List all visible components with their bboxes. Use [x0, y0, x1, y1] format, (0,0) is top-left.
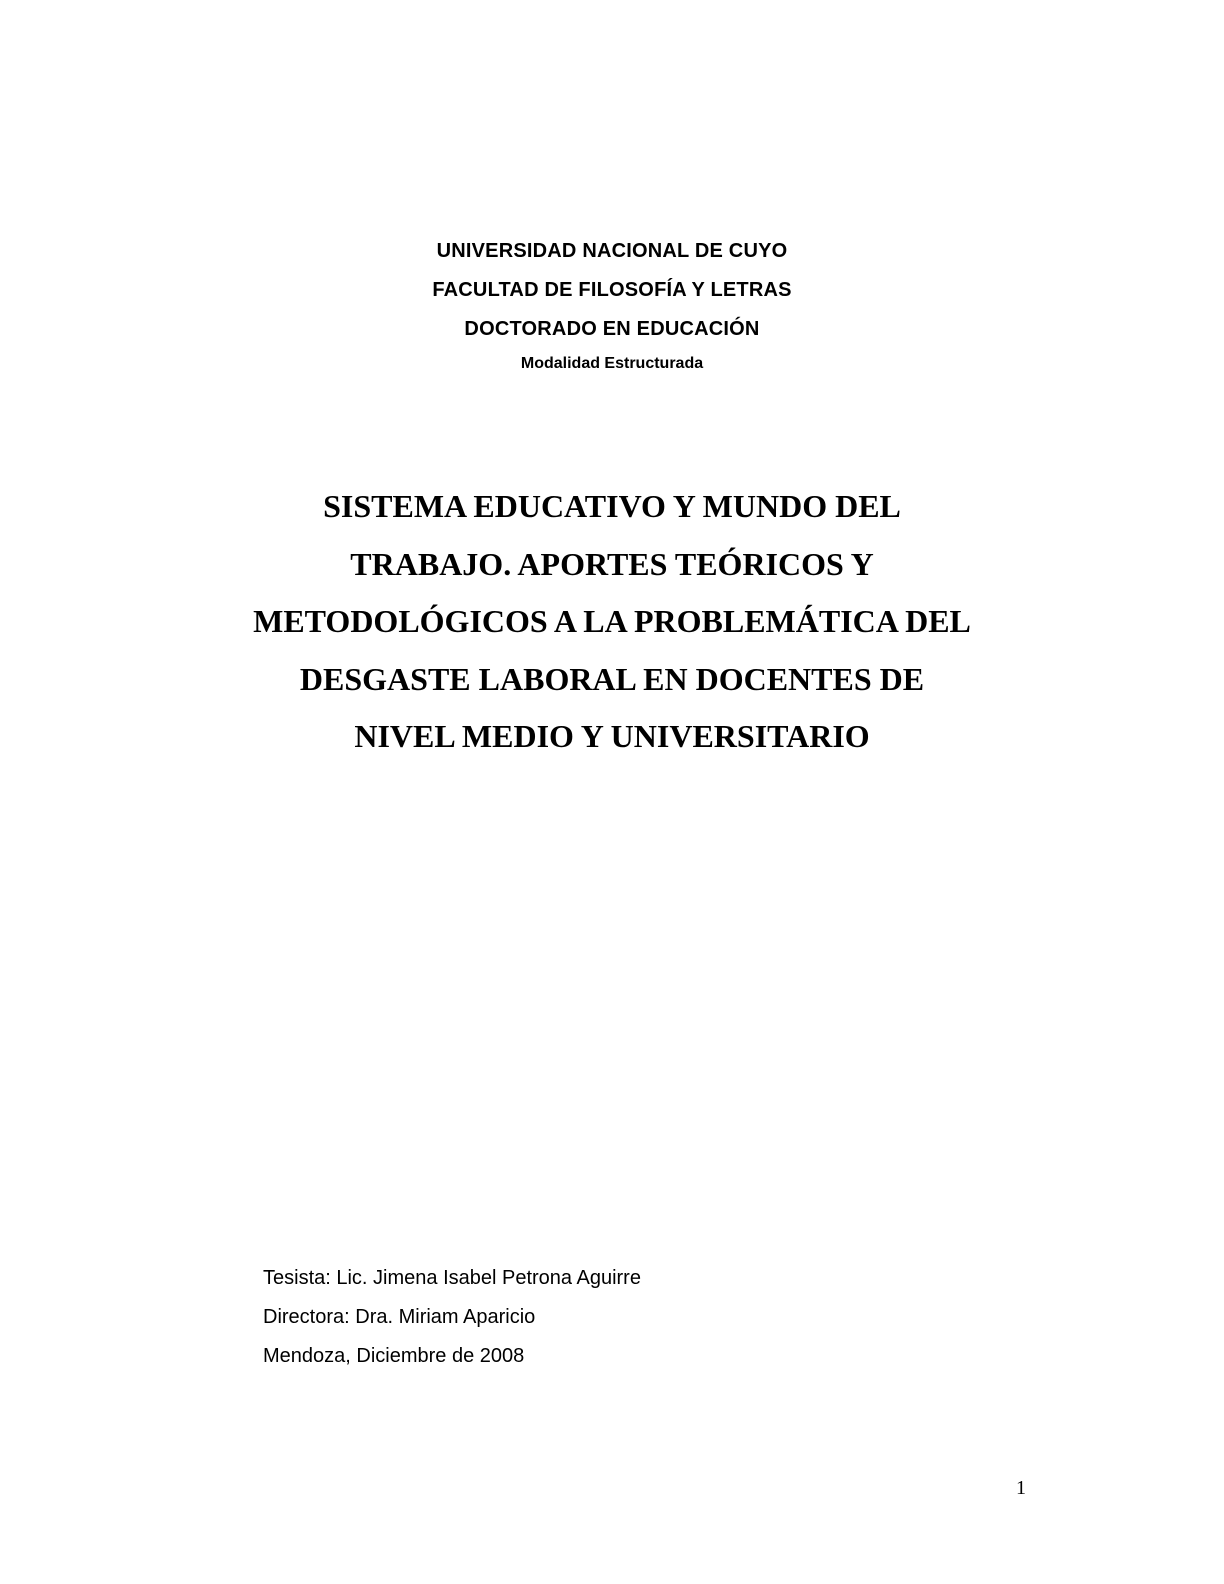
- thesis-author: Tesista: Lic. Jimena Isabel Petrona Aguirre: [263, 1267, 641, 1289]
- thesis-title-line: METODOLÓGICOS A LA PROBLEMÁTICA DEL: [253, 603, 971, 639]
- program-name: DOCTORADO EN EDUCACIÓN: [464, 318, 760, 340]
- program-modality: Modalidad Estructurada: [520, 355, 704, 372]
- thesis-title-line: SISTEMA EDUCATIVO Y MUNDO DEL: [323, 488, 901, 524]
- institution-header: [0, 232, 1224, 381]
- thesis-director: Directora: Dra. Miriam Aparicio: [263, 1306, 536, 1328]
- thesis-title-line: DESGASTE LABORAL EN DOCENTES DE: [299, 660, 925, 697]
- thesis-title-line: NIVEL MEDIO Y UNIVERSITARIO: [354, 718, 870, 754]
- university-name: UNIVERSIDAD NACIONAL DE CUYO: [436, 240, 788, 262]
- thesis-credits: [263, 1259, 641, 1376]
- place-and-date: Mendoza, Diciembre de 2008: [263, 1345, 525, 1367]
- faculty-name: FACULTAD DE FILOSOFÍA Y LETRAS: [432, 279, 792, 301]
- page-number: 1: [1016, 1477, 1026, 1499]
- thesis-title: [0, 478, 1224, 766]
- thesis-title-line: TRABAJO. APORTES TEÓRICOS Y: [350, 545, 874, 582]
